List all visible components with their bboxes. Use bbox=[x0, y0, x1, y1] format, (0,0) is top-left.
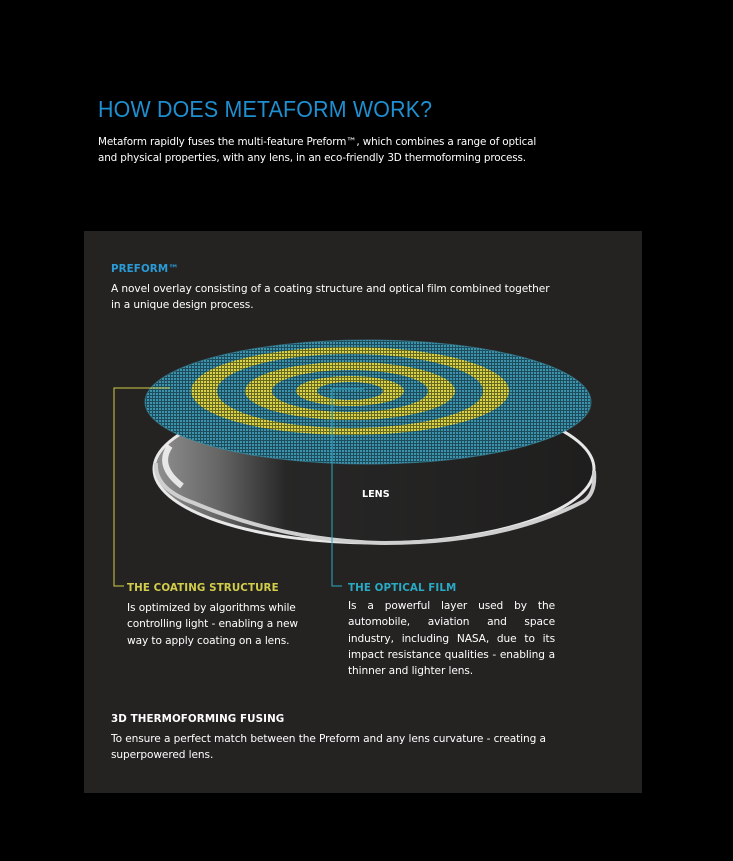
thermoforming-label: 3D THERMOFORMING FUSING bbox=[111, 713, 285, 725]
lens-diagram bbox=[84, 231, 642, 793]
page-heading: HOW DOES METAFORM WORK? bbox=[98, 96, 433, 122]
lens-label: LENS bbox=[362, 489, 390, 500]
intro-paragraph: Metaform rapidly fuses the multi-feature Preform™, which combines a range of optical and physical properties, with any lens, in an eco-friendly 3D thermoforming process. bbox=[98, 136, 537, 164]
diagram-panel bbox=[84, 231, 642, 793]
preform-disc bbox=[145, 340, 591, 464]
optical-film-label: THE OPTICAL FILM bbox=[348, 582, 457, 594]
preform-label: PREFORM™ bbox=[111, 263, 179, 275]
thermoforming-description: To ensure a perfect match between the Preform and any lens curvature - creating a superpowered lens. bbox=[111, 733, 546, 762]
coating-structure-label: THE COATING STRUCTURE bbox=[127, 582, 279, 594]
preform-description: A novel overlay consisting of a coating structure and optical film combined together in a unique design process. bbox=[111, 283, 550, 312]
coating-structure-description: Is optimized by algorithms while controlling light - enabling a new way to apply coating on a lens. bbox=[127, 602, 298, 647]
optical-film-description: Is a powerful layer used by the automobile, aviation and space industry, including NASA, due to its impact resistance qualities - enabling a thinner and lighter lens. bbox=[348, 600, 555, 678]
